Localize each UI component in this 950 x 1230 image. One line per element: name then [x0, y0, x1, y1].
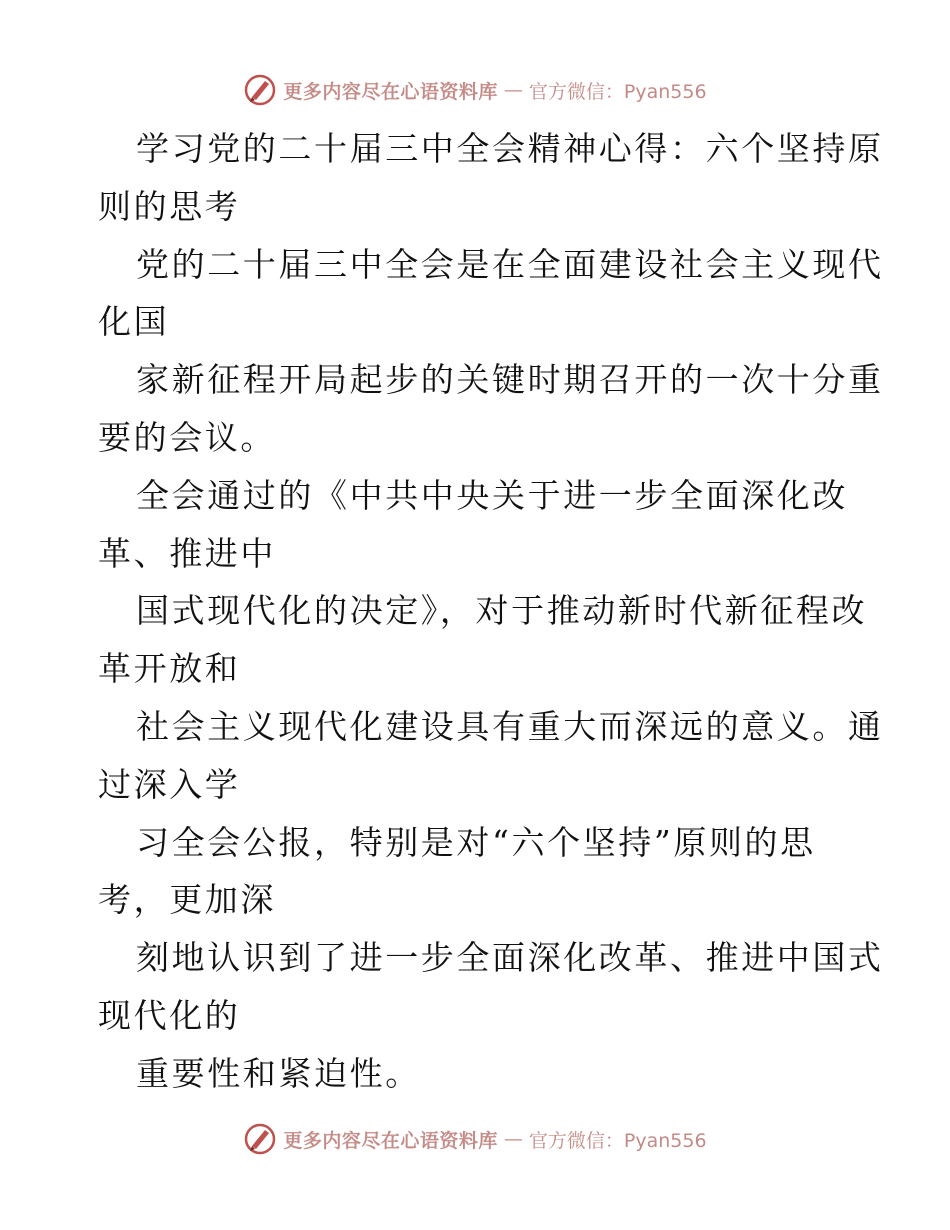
watermark-suffix-text: 官方微信：Pyan556 [528, 80, 707, 103]
text-line: 学习党的二十届三中全会精神心得：六个坚持原 [136, 129, 884, 168]
document-body [98, 120, 884, 1103]
watermark-separator: — [503, 1128, 523, 1150]
header-watermark [0, 70, 950, 110]
text-line: 党的二十届三中全会是在全面建设社会主义现代 [136, 244, 884, 284]
text-line: 考，更加深 [98, 880, 276, 920]
watermark-main-text: 更多内容尽在心语资料库 [283, 1129, 498, 1152]
quill-pen-logo-icon [243, 1122, 277, 1156]
watermark-main-text: 更多内容尽在心语资料库 [283, 80, 498, 103]
text-line: 全会通过的《中共中央关于进一步全面深化改 [136, 475, 848, 515]
text-line: 则的思考 [98, 186, 241, 226]
text-line: 现代化的 [98, 995, 241, 1035]
footer-watermark [0, 1119, 950, 1159]
text-line: 刻地认识到了进一步全面深化改革、推进中国式 [136, 938, 884, 978]
quill-pen-logo-icon [243, 73, 277, 107]
text-line: 要的会议。 [98, 417, 276, 457]
text-line: 革开放和 [98, 649, 241, 689]
text-line: 革、推进中 [98, 533, 276, 573]
text-line: 社会主义现代化建设具有重大而深远的意义。通 [136, 706, 884, 746]
watermark-separator: — [503, 79, 523, 101]
text-line: 过深入学 [98, 764, 241, 804]
text-line: 重要性和紧迫性。 [136, 1053, 421, 1093]
text-line: 国式现代化的决定》，对于推动新时代新征程改 [136, 591, 868, 631]
text-line: 习全会公报，特别是对“六个坚持”原则的思 [136, 822, 816, 862]
watermark-suffix-text: 官方微信：Pyan556 [528, 1129, 707, 1152]
text-line: 家新征程开局起步的关键时期召开的一次十分重 [136, 360, 884, 400]
text-line: 化国 [98, 302, 170, 342]
